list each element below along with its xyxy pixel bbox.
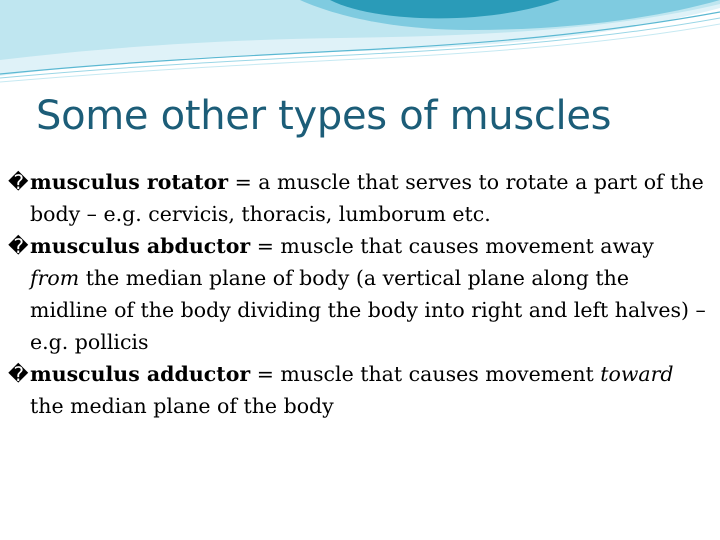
emphasis: toward (600, 362, 674, 386)
term: musculus adductor (30, 362, 251, 386)
bullet-icon: � (8, 234, 29, 258)
bullet-icon: � (8, 170, 29, 194)
header-wave-decoration (0, 0, 720, 90)
bullet-list (8, 166, 708, 422)
definition: = muscle that causes movement away (250, 234, 654, 258)
bullet-icon: � (8, 362, 29, 386)
emphasis: from (30, 266, 80, 290)
definition: = a muscle that serves to rotate a part of the body – e.g. cervicis, thoracis, lumborum etc. (30, 170, 704, 226)
term: musculus rotator (30, 170, 229, 194)
definition: = muscle that causes movement (250, 362, 601, 386)
list-item-rotator (8, 166, 708, 230)
term: musculus abductor (30, 234, 251, 258)
slide-title: Some other types of muscles (36, 93, 612, 139)
list-item-adductor (8, 358, 708, 422)
list-item-abductor (8, 230, 708, 358)
definition-continued: the median plane of body (a vertical plane along the midline of the body dividing the body into right and left halves) – e.g. pollicis (30, 266, 706, 354)
definition-continued: the median plane of the body (30, 394, 334, 418)
